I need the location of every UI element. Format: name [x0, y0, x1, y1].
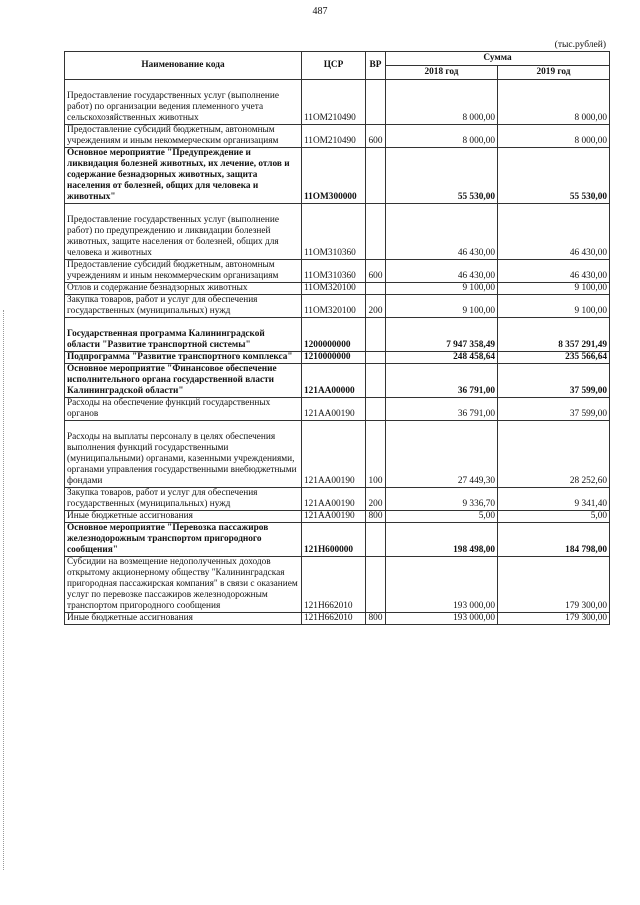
row-csr-cell — [302, 613, 366, 625]
row-vr-cell — [366, 283, 386, 295]
row-csr-cell-text: 11ОМ210490 — [304, 113, 356, 123]
row-2018-cell-text: 193 000,00 — [453, 613, 495, 623]
row-2019-cell — [498, 148, 610, 204]
table-row — [65, 260, 610, 283]
row-name-cell-text: Государственная программа Калининградской области "Развитие транспортной системы" — [67, 329, 265, 350]
row-csr-cell-text: 121АА00190 — [304, 409, 355, 419]
table-row — [65, 125, 610, 148]
row-2018-cell-text: 46 430,00 — [457, 271, 495, 281]
row-vr-cell — [366, 80, 386, 125]
row-2018-cell — [386, 523, 498, 557]
row-2019-cell-text: 8 357 291,49 — [558, 340, 608, 350]
row-csr-cell — [302, 283, 366, 295]
row-csr-cell — [302, 488, 366, 511]
row-csr-cell — [302, 204, 366, 260]
row-csr-cell-text: 11ОМ300000 — [304, 192, 357, 202]
row-2018-cell — [386, 352, 498, 364]
row-vr-cell — [366, 125, 386, 148]
row-vr-cell — [366, 511, 386, 523]
row-csr-cell-text: 121Н662010 — [304, 601, 353, 611]
row-csr-cell-text: 121АА00190 — [304, 499, 355, 509]
row-vr-cell-text: 600 — [368, 136, 383, 146]
row-csr-cell-text: 1210000000 — [304, 352, 351, 362]
row-2018-cell — [386, 295, 498, 318]
row-2018-cell-text: 248 458,64 — [453, 352, 495, 362]
row-2019-cell — [498, 557, 610, 613]
header-2018: 2018 год — [386, 66, 498, 80]
table-row — [65, 398, 610, 421]
row-name-cell-text: Предоставление государственных услуг (выполнение работ) по предупреждению и ликвидации болезней животных, защите населения от болезней, общих для человека и животных — [67, 215, 279, 258]
row-name-cell-text: Расходы на обеспечение функций государственных органов — [67, 398, 271, 419]
row-2018-cell-text: 27 449,30 — [457, 476, 495, 486]
row-2018-cell — [386, 260, 498, 283]
row-2018-cell — [386, 318, 498, 352]
row-name-cell-text: Предоставление субсидий бюджетным, автономным учреждениям и иным некоммерческим организациям — [67, 125, 279, 146]
row-vr-cell-text: 200 — [368, 306, 383, 316]
row-2018-cell-text: 55 530,00 — [457, 192, 495, 202]
row-2019-cell-text: 28 252,60 — [569, 476, 608, 486]
row-name-cell-text: Отлов и содержание безнадзорных животных — [67, 283, 248, 293]
row-vr-cell — [366, 398, 386, 421]
row-2019-cell-text: 179 300,00 — [565, 601, 608, 611]
row-csr-cell — [302, 352, 366, 364]
row-name-cell — [65, 204, 302, 260]
row-2018-cell — [386, 421, 498, 488]
row-2019-cell — [498, 125, 610, 148]
row-2018-cell — [386, 613, 498, 625]
row-csr-cell-text: 11ОМ320100 — [304, 283, 356, 293]
row-csr-cell-text: 11ОМ310360 — [304, 248, 356, 258]
row-2018-cell — [386, 488, 498, 511]
budget-table — [64, 51, 610, 625]
row-name-cell — [65, 398, 302, 421]
row-vr-cell — [366, 364, 386, 398]
row-2018-cell-text: 7 947 358,49 — [446, 340, 495, 350]
table-row — [65, 148, 610, 204]
row-vr-cell — [366, 148, 386, 204]
row-csr-cell-text: 11ОМ320100 — [304, 306, 356, 316]
row-vr-cell — [366, 295, 386, 318]
row-2019-cell — [498, 295, 610, 318]
row-2018-cell-text: 46 430,00 — [457, 248, 495, 258]
scan-edge-marks — [3, 310, 6, 870]
header-sum: Сумма — [386, 52, 610, 66]
row-vr-cell-text: 600 — [368, 271, 383, 281]
row-2019-cell-text: 8 000,00 — [574, 113, 608, 123]
table-row — [65, 352, 610, 364]
row-name-cell-text: Иные бюджетные ассигнования — [67, 613, 193, 623]
row-2018-cell — [386, 283, 498, 295]
page-number: 487 — [312, 6, 328, 17]
row-2019-cell-text: 46 430,00 — [569, 248, 608, 258]
row-2019-cell — [498, 364, 610, 398]
row-csr-cell — [302, 148, 366, 204]
row-vr-cell — [366, 488, 386, 511]
row-name-cell — [65, 364, 302, 398]
row-name-cell — [65, 125, 302, 148]
row-csr-cell-text: 11ОМ310360 — [304, 271, 356, 281]
row-2018-cell-text: 5,00 — [478, 511, 495, 521]
table-row — [65, 421, 610, 488]
row-name-cell-text: Основное мероприятие "Предупреждение и ликвидация болезней животных, их лечение, отлов и содержание безнадзорных животных, защита населения от болезней, общих для человека и животных" — [67, 148, 290, 202]
row-2018-cell-text: 8 000,00 — [462, 136, 495, 146]
row-name-cell-text: Субсидии на возмещение недополученных доходов открытому акционерному обществу "Калининградская пригородная пассажирская компания" в связи с оказанием услуг по перевозке пассажиров железнодорожным транспортом пригородного сообщения — [67, 557, 298, 611]
row-2018-cell-text: 9 100,00 — [462, 283, 495, 293]
row-name-cell-text: Основное мероприятие "Перевозка пассажиров железнодорожным транспортом пригородного сообщения" — [67, 523, 269, 555]
row-name-cell — [65, 260, 302, 283]
row-name-cell — [65, 613, 302, 625]
row-2019-cell — [498, 352, 610, 364]
row-csr-cell-text: 121Н662010 — [304, 613, 353, 623]
row-name-cell — [65, 523, 302, 557]
table-row — [65, 511, 610, 523]
row-csr-cell — [302, 511, 366, 523]
table-row — [65, 204, 610, 260]
row-vr-cell-text: 800 — [368, 511, 383, 521]
row-2018-cell-text: 9 336,70 — [462, 499, 495, 509]
row-2019-cell — [498, 398, 610, 421]
table-row — [65, 364, 610, 398]
row-2019-cell-text: 5,00 — [590, 511, 608, 521]
row-name-cell-text: Расходы на выплаты персоналу в целях обеспечения выполнения функций государственными (муниципальными) органами, казенными учреждениями, органами управления государственными внебюджетными фондами — [67, 432, 297, 486]
row-csr-cell — [302, 398, 366, 421]
row-2019-cell — [498, 260, 610, 283]
row-vr-cell — [366, 204, 386, 260]
row-csr-cell-text: 121АА00190 — [304, 511, 355, 521]
row-2019-cell-text: 184 798,00 — [565, 545, 608, 555]
row-2018-cell — [386, 364, 498, 398]
row-name-cell-text: Закупка товаров, работ и услуг для обеспечения государственных (муниципальных) нужд — [67, 488, 258, 509]
row-2018-cell-text: 36 791,00 — [457, 386, 495, 396]
row-name-cell — [65, 80, 302, 125]
row-name-cell — [65, 511, 302, 523]
table-row — [65, 488, 610, 511]
row-vr-cell — [366, 613, 386, 625]
row-csr-cell — [302, 318, 366, 352]
row-csr-cell — [302, 557, 366, 613]
row-2018-cell — [386, 80, 498, 125]
table-row — [65, 318, 610, 352]
table-row — [65, 295, 610, 318]
row-csr-cell-text: 121АА00000 — [304, 386, 355, 396]
row-2019-cell-text: 235 566,64 — [565, 352, 608, 362]
row-name-cell — [65, 421, 302, 488]
row-2019-cell-text: 9 341,40 — [574, 499, 608, 509]
header-csr: ЦСР — [302, 52, 366, 80]
row-csr-cell — [302, 364, 366, 398]
row-2019-cell — [498, 488, 610, 511]
row-name-cell — [65, 318, 302, 352]
row-2019-cell — [498, 204, 610, 260]
row-name-cell — [65, 488, 302, 511]
header-vr: ВР — [366, 52, 386, 80]
row-2018-cell — [386, 398, 498, 421]
row-name-cell-text: Предоставление государственных услуг (выполнение работ) по организации ведения племенного учета сельскохозяйственных животных — [67, 91, 279, 123]
row-csr-cell — [302, 125, 366, 148]
row-name-cell — [65, 148, 302, 204]
row-vr-cell — [366, 352, 386, 364]
row-name-cell — [65, 295, 302, 318]
units-note: (тыс.рублей) — [554, 40, 606, 50]
row-name-cell-text: Предоставление субсидий бюджетным, автономным учреждениям и иным некоммерческим организациям — [67, 260, 279, 281]
row-2019-cell-text: 46 430,00 — [569, 271, 608, 281]
row-2019-cell — [498, 318, 610, 352]
row-2019-cell-text: 55 530,00 — [569, 192, 608, 202]
row-vr-cell — [366, 557, 386, 613]
row-2019-cell — [498, 421, 610, 488]
row-2019-cell — [498, 511, 610, 523]
row-2019-cell-text: 8 000,00 — [574, 136, 608, 146]
row-2019-cell — [498, 613, 610, 625]
row-2018-cell-text: 8 000,00 — [462, 113, 495, 123]
row-2018-cell — [386, 557, 498, 613]
row-2019-cell — [498, 283, 610, 295]
row-2018-cell-text: 198 498,00 — [453, 545, 495, 555]
row-vr-cell-text: 800 — [368, 613, 383, 623]
row-2018-cell-text: 193 000,00 — [453, 601, 495, 611]
row-vr-cell — [366, 260, 386, 283]
row-name-cell-text: Иные бюджетные ассигнования — [67, 511, 193, 521]
row-name-cell — [65, 557, 302, 613]
row-vr-cell-text: 100 — [368, 476, 383, 486]
row-2018-cell — [386, 204, 498, 260]
header-2019: 2019 год — [498, 66, 610, 80]
header-name: Наименование кода — [65, 52, 302, 80]
row-csr-cell — [302, 523, 366, 557]
row-name-cell-text: Основное мероприятие "Финансовое обеспечение исполнительного органа государственной власти Калининградской области" — [67, 364, 277, 396]
row-csr-cell — [302, 295, 366, 318]
row-2019-cell-text: 9 100,00 — [574, 283, 608, 293]
budget-table-container — [64, 51, 609, 625]
row-name-cell — [65, 352, 302, 364]
row-2018-cell — [386, 125, 498, 148]
row-csr-cell-text: 1200000000 — [304, 340, 351, 350]
row-2018-cell — [386, 511, 498, 523]
row-2018-cell-text: 9 100,00 — [462, 306, 495, 316]
row-vr-cell — [366, 318, 386, 352]
row-vr-cell — [366, 421, 386, 488]
row-name-cell-text: Закупка товаров, работ и услуг для обеспечения государственных (муниципальных) нужд — [67, 295, 258, 316]
row-csr-cell — [302, 80, 366, 125]
row-2019-cell — [498, 80, 610, 125]
row-2018-cell-text: 36 791,00 — [457, 409, 495, 419]
table-row — [65, 283, 610, 295]
row-2019-cell-text: 9 100,00 — [574, 306, 608, 316]
row-2019-cell-text: 179 300,00 — [565, 613, 608, 623]
row-csr-cell-text: 121АА00190 — [304, 476, 355, 486]
row-csr-cell-text: 121Н600000 — [304, 545, 354, 555]
row-vr-cell — [366, 523, 386, 557]
table-body — [65, 80, 610, 625]
row-2019-cell-text: 37 599,00 — [569, 386, 608, 396]
row-2019-cell-text: 37 599,00 — [569, 409, 608, 419]
row-csr-cell — [302, 421, 366, 488]
table-row — [65, 523, 610, 557]
row-2018-cell — [386, 148, 498, 204]
table-row — [65, 613, 610, 625]
row-2019-cell — [498, 523, 610, 557]
row-csr-cell — [302, 260, 366, 283]
row-name-cell — [65, 283, 302, 295]
table-row — [65, 80, 610, 125]
row-name-cell-text: Подпрограмма "Развитие транспортного комплекса" — [67, 352, 293, 362]
row-vr-cell-text: 200 — [368, 499, 383, 509]
row-csr-cell-text: 11ОМ210490 — [304, 136, 356, 146]
table-row — [65, 557, 610, 613]
